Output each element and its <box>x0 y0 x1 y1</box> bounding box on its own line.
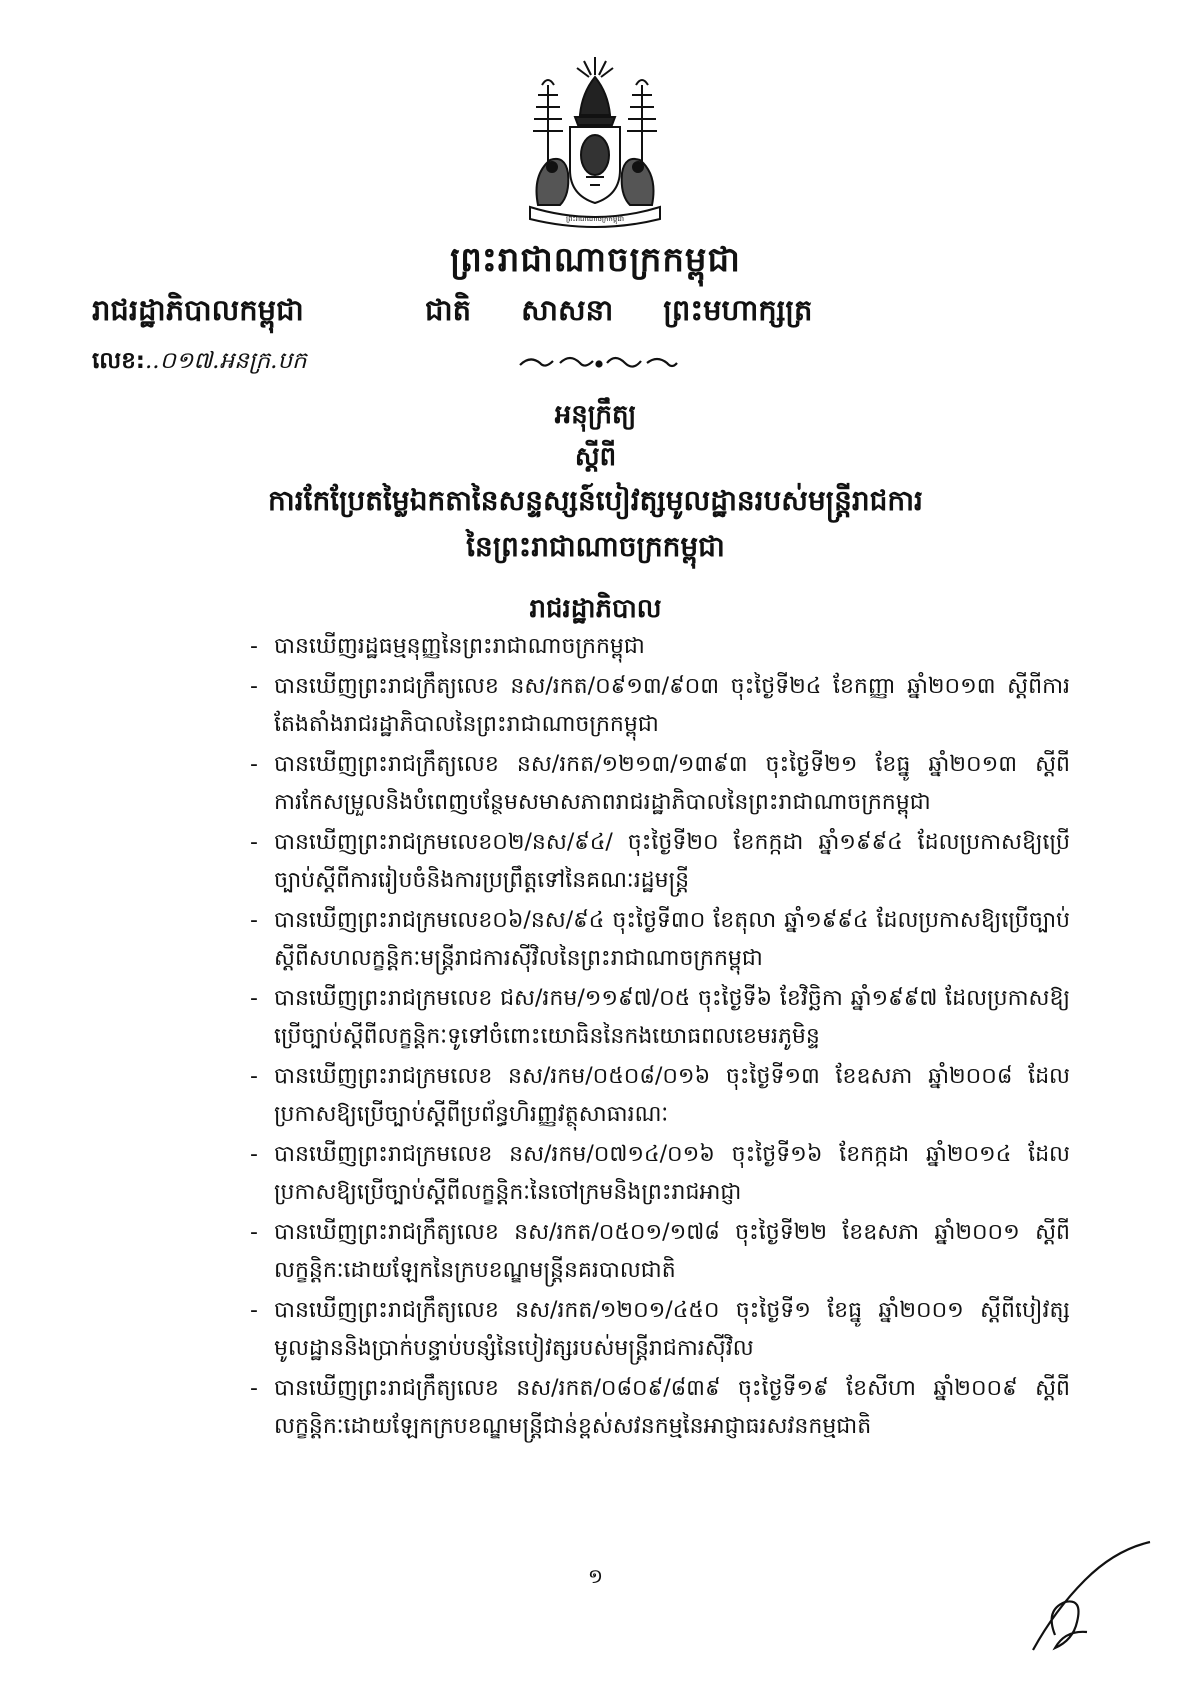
document-number-label: លេខ: <box>92 348 145 374</box>
kingdom-title: ព្រះរាជាណាចក្រកម្ពុជា <box>450 240 741 280</box>
decorative-divider-icon <box>515 347 680 377</box>
document-number <box>92 347 307 380</box>
royal-emblem <box>520 55 670 230</box>
emblem-ribbon-text: ព្រះរាជាណាចក្រកម្ពុជា <box>565 215 625 223</box>
list-item: - បានឃើញព្រះរាជក្រមលេខ នស/រកម/០៧១៤/០១៦ ចុះថ្ងៃទី១៦ ខែកក្កដា ឆ្នាំ២០១៤ ដែលប្រកាសឱ្យប្រើច្បាប់ស្តីពីលក្ខន្តិកៈនៃចៅក្រមនិងព្រះរាជអាជ្ញា <box>250 1136 1070 1212</box>
motto-religion: សាសនា <box>521 293 614 327</box>
list-item: - បានឃើញព្រះរាជក្រឹត្យលេខ នស/រកត/១២០១/៤៥០ ចុះថ្ងៃទី១ ខែធ្នូ ឆ្នាំ២០០១ ស្តីពីបៀវត្សមូលដ្ឋាននិងប្រាក់បន្ទាប់បន្សំនៃបៀវត្សរបស់មន្ត្រីរាជការស៊ីវិល <box>250 1292 1070 1368</box>
list-item: - បានឃើញព្រះរាជក្រឹត្យលេខ នស/រកត/១២១៣/១៣៩៣ ចុះថ្ងៃទី២១ ខែធ្នូ ឆ្នាំ២០១៣ ស្តីពីការកែសម្រួលនិងបំពេញបន្ថែមសមាសភាពរាជរដ្ឋាភិបាលនៃព្រះរាជាណាចក្រកម្ពុជា <box>250 746 1070 822</box>
document-subject <box>0 478 1191 570</box>
about-label: ស្តីពី <box>574 442 617 472</box>
list-item: - បានឃើញព្រះរាជក្រឹត្យលេខ នស/រកត/០៥០១/១៧៨ ចុះថ្ងៃទី២២ ខែឧសភា ឆ្នាំ២០០១ ស្តីពីលក្ខន្តិកៈដោយឡែកនៃក្របខណ្ឌមន្ត្រីនគរបាលជាតិ <box>250 1214 1070 1290</box>
list-item: - បានឃើញព្រះរាជក្រមលេខ ជស/រកម/១១៩៧/០៥ ចុះថ្ងៃទី៦ ខែវិច្ឆិកា ឆ្នាំ១៩៩៧ ដែលប្រកាសឱ្យប្រើច្បាប់ស្តីពីលក្ខន្តិកៈទូទៅចំពោះយោធិននៃកងយោធពលខេមរភូមិន្ទ <box>250 980 1070 1056</box>
list-item: - បានឃើញព្រះរាជក្រមលេខ០២/នស/៩៤/ ចុះថ្ងៃទី២០ ខែកក្កដា ឆ្នាំ១៩៩៤ ដែលប្រកាសឱ្យប្រើច្បាប់ស្តីពីការរៀបចំនិងការប្រព្រឹត្តទៅនៃគណៈរដ្ឋមន្ត្រី <box>250 824 1070 900</box>
government-label: រាជរដ្ឋាភិបាលកម្ពុជា <box>92 293 304 327</box>
motto-king: ព្រះមហាក្សត្រ <box>663 293 813 327</box>
considerations-list <box>250 628 1070 1448</box>
motto-nation: ជាតិ <box>425 293 472 327</box>
signature-icon <box>1025 1540 1155 1660</box>
page-number: ១ <box>587 1564 604 1588</box>
document-number-value: ..០១៧.អនក្រ.បក <box>145 348 307 374</box>
list-item: - បានឃើញព្រះរាជក្រមលេខ នស/រកម/០៥០៨/០១៦ ចុះថ្ងៃទី១៣ ខែឧសភា ឆ្នាំ២០០៨ ដែលប្រកាសឱ្យប្រើច្បាប់ស្តីពីប្រព័ន្ធហិរញ្ញវត្ថុសាធារណៈ <box>250 1058 1070 1134</box>
subject-line-1: ការកែប្រែតម្លៃឯកតានៃសន្ទស្សន៍បៀវត្សមូលដ្ឋានរបស់មន្ត្រីរាជការ <box>268 484 923 517</box>
list-item: - បានឃើញព្រះរាជក្រមលេខ០៦/នស/៩៤ ចុះថ្ងៃទី៣០ ខែតុលា ឆ្នាំ១៩៩៤ ដែលប្រកាសឱ្យប្រើច្បាប់ស្តីពីសហលក្ខន្តិកៈមន្ត្រីរាជការស៊ីវិលនៃព្រះរាជាណាចក្រកម្ពុជា <box>250 902 1070 978</box>
preamble-title: រាជរដ្ឋាភិបាល <box>529 594 662 624</box>
list-item: - បានឃើញព្រះរាជក្រឹត្យលេខ នស/រកត/០៩១៣/៩០៣ ចុះថ្ងៃទី២៤ ខែកញ្ញា ឆ្នាំ២០១៣ ស្តីពីការតែងតាំងរាជរដ្ឋាភិបាលនៃព្រះរាជាណាចក្រកម្ពុជា <box>250 668 1070 744</box>
document-type-title: អនុក្រឹត្យ <box>554 400 637 430</box>
national-motto <box>425 293 852 335</box>
list-item: - បានឃើញព្រះរាជក្រឹត្យលេខ នស/រកត/០៨០៩/៨៣៩ ចុះថ្ងៃទី១៩ ខែសីហា ឆ្នាំ២០០៩ ស្តីពីលក្ខន្តិកៈដោយឡែកក្របខណ្ឌមន្ត្រីជាន់ខ្ពស់សវនកម្មនៃអាជ្ញាធរសវនកម្មជាតិ <box>250 1370 1070 1446</box>
list-item: - បានឃើញរដ្ឋធម្មនុញ្ញនៃព្រះរាជាណាចក្រកម្ពុជា <box>250 628 1070 666</box>
subject-line-2: នៃព្រះរាជាណាចក្រកម្ពុជា <box>466 530 725 563</box>
